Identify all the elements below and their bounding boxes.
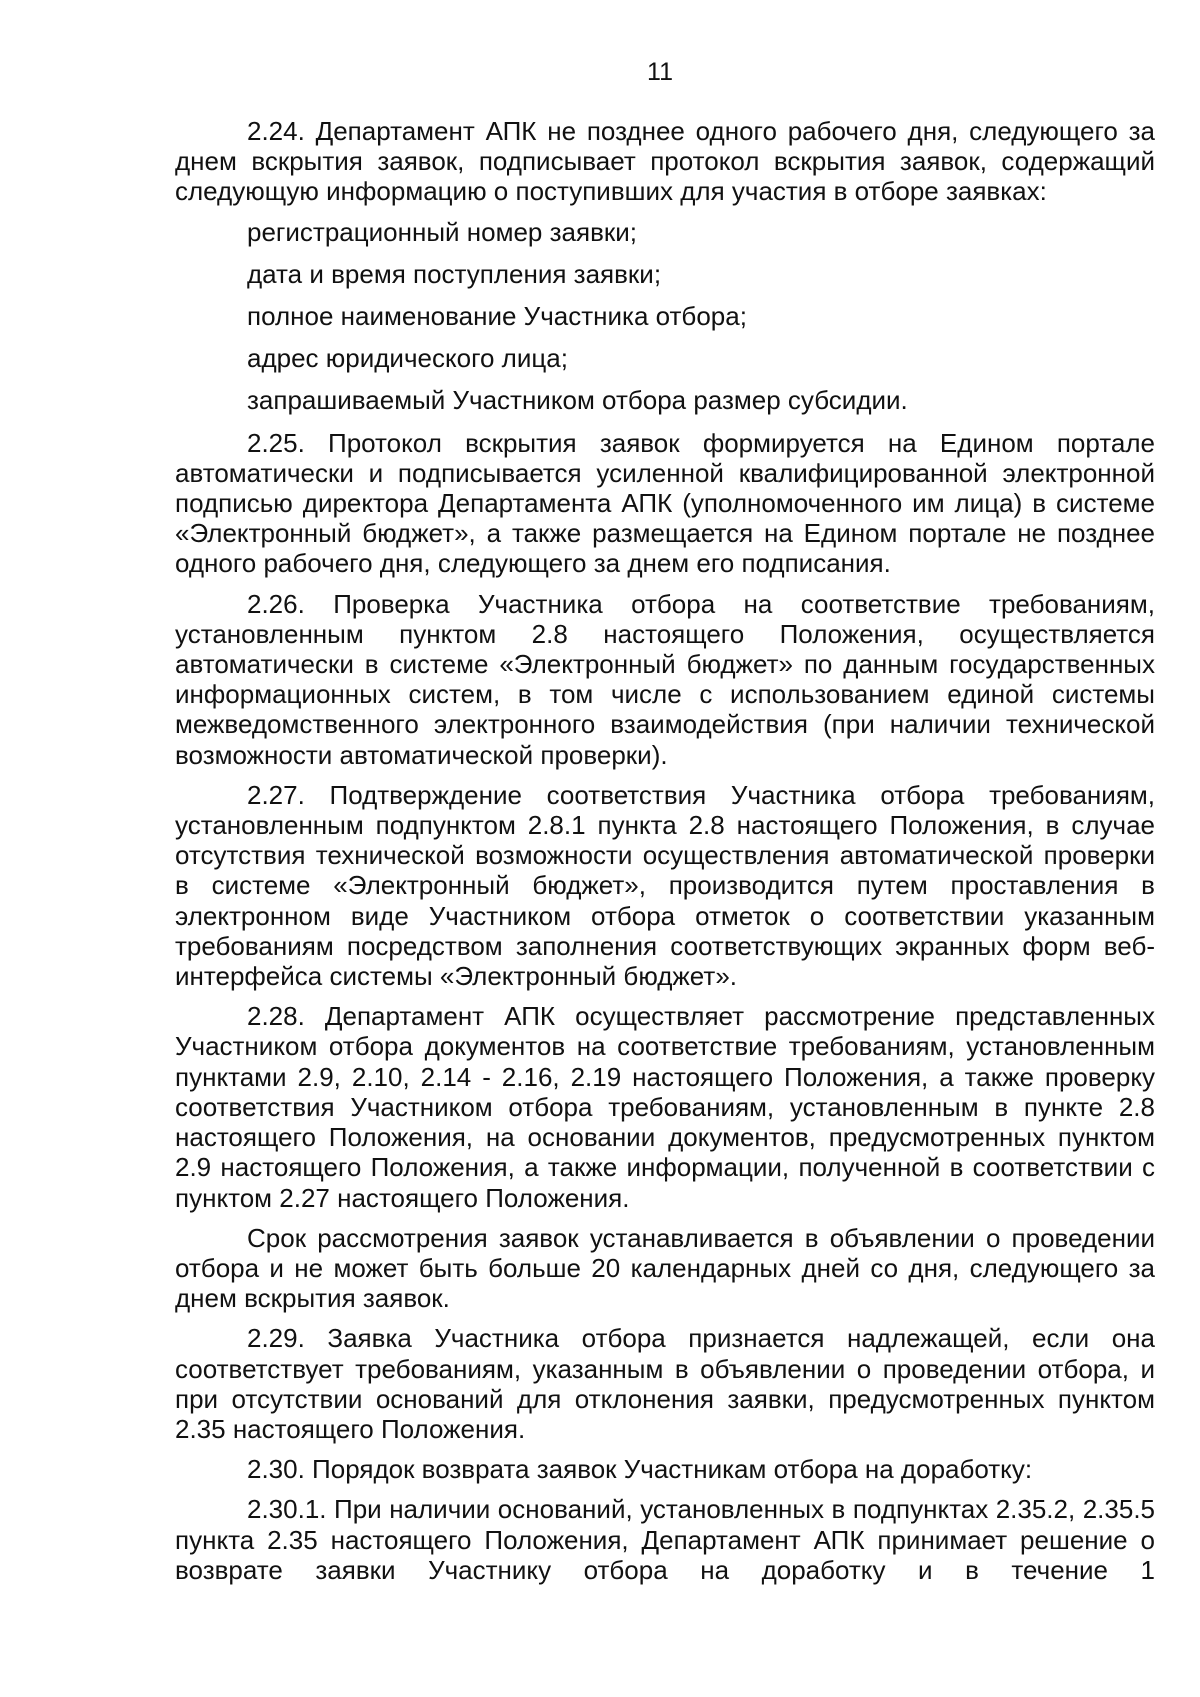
paragraph-2-30-1: 2.30.1. При наличии оснований, установленных в подпунктах 2.35.2, 2.35.5 пункта 2.35 настоящего Положения, Департамент АПК принимает решение о возврате заявки Участнику отбора на доработку и в течение 1	[175, 1494, 1155, 1585]
list-item: адрес юридического лица;	[247, 343, 568, 374]
paragraph-2-30: 2.30. Порядок возврата заявок Участникам отбора на доработку:	[247, 1454, 1033, 1485]
paragraph-2-25: 2.25. Протокол вскрытия заявок формируется на Едином портале автоматически и подписывается усиленной квалифицированной электронной подписью директора Департамента АПК (уполномоченного им лица) в системе «Электронный бюджет», а также размещается на Едином портале не позднее одного рабочего дня, следующего за днем его подписания.	[175, 427, 1155, 579]
paragraph-2-29: 2.29. Заявка Участника отбора признается надлежащей, если она соответствует требованиям, указанным в объявлении о проведении отбора, и при отсутствии оснований для отклонения заявки, предусмотренных пунктом 2.35 настоящего Положения.	[175, 1323, 1155, 1444]
list-item: полное наименование Участника отбора;	[247, 301, 747, 332]
list-item: дата и время поступления заявки;	[247, 258, 662, 289]
protocol-info-list	[175, 217, 1155, 416]
paragraph-2-24: 2.24. Департамент АПК не позднее одного рабочего дня, следующего за днем вскрытия заявок, подписывает протокол вскрытия заявок, содержащий следующую информацию о поступивших для участия в отборе заявках:	[175, 116, 1155, 207]
paragraph-2-28: 2.28. Департамент АПК осуществляет рассмотрение представленных Участником отбора документов на соответствие требованиям, установленным пунктами 2.9, 2.10, 2.14 - 2.16, 2.19 настоящего Положения, а также проверку соответствия Участником отбора требованиям, установленным в пункте 2.8 настоящего Положения, на основании документов, предусмотренных пунктом 2.9 настоящего Положения, а также информации, полученной в соответствии с пунктом 2.27 настоящего Положения.	[175, 1001, 1155, 1213]
paragraph-review-term: Срок рассмотрения заявок устанавливается в объявлении о проведении отбора и не может быть больше 20 календарных дней со дня, следующего за днем вскрытия заявок.	[175, 1222, 1155, 1314]
paragraph-2-27: 2.27. Подтверждение соответствия Участника отбора требованиям, установленным подпунктом 2.8.1 пункта 2.8 настоящего Положения, в случае отсутствия технической возможности осуществления автоматической проверки в системе «Электронный бюджет», производится путем проставления в электронном виде Участником отбора отметок о соответствии указанным требованиям посредством заполнения соответствующих экранных форм веб-интерфейса системы «Электронный бюджет».	[175, 779, 1155, 992]
document-body	[175, 116, 1155, 1595]
list-item: запрашиваемый Участником отбора размер субсидии.	[247, 385, 908, 416]
page-number: 11	[647, 58, 673, 86]
list-item: регистрационный номер заявки;	[247, 216, 638, 247]
paragraph-2-26: 2.26. Проверка Участника отбора на соответствие требованиям, установленным пунктом 2.8 настоящего Положения, осуществляется автоматически в системе «Электронный бюджет» по данным государственных информационных систем, в том числе с использованием единой системы межведомственного электронного взаимодействия (при наличии технической возможности автоматической проверки).	[175, 588, 1155, 770]
